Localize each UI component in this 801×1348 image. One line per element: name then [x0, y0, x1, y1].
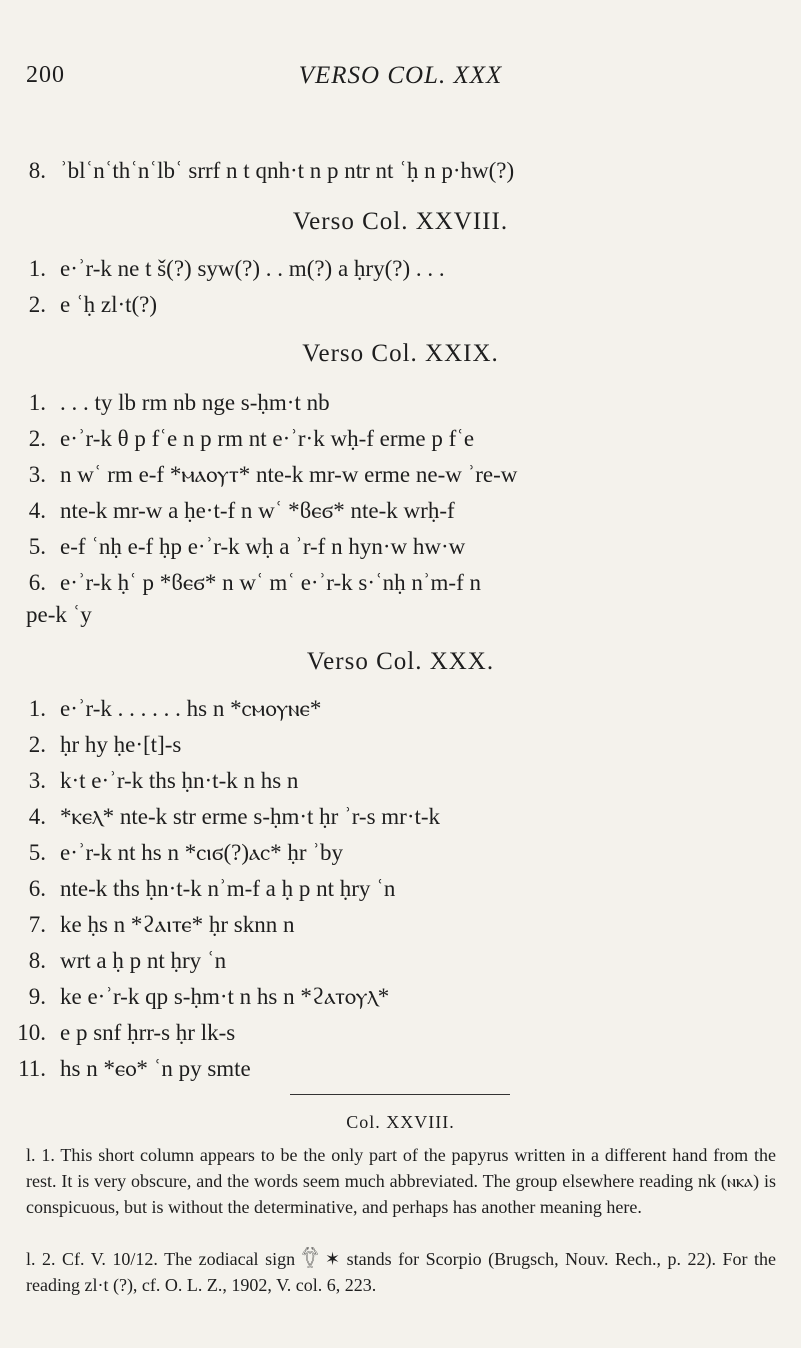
line-text: ke e·ʾr-k qp s-ḥm·t n hs n *ϩⲁⲧⲟⲩⲗ*: [60, 984, 390, 1009]
line-text: e·ʾr-k . . . . . . hs n *ⲥⲙⲟⲩⲛⲉ*: [60, 696, 322, 721]
line-text: e-f ʿnḥ e-f ḥp e·ʾr-k wḥ a ʾr-f n hyn·w hw·w: [60, 534, 466, 559]
line-text: e·ʾr-k θ p fʿe n p rm nt e·ʾr·k wḥ-f erme p fʿe: [60, 426, 475, 451]
footnote-divider: [290, 1094, 510, 1095]
line-text: e p snf ḥrr-s ḥr lk-s: [60, 1020, 236, 1045]
line-number: 2.: [28, 426, 46, 451]
line-number: 5.: [28, 534, 46, 559]
line-text: ke ḥs n *ϩⲁⲓⲧⲉ* ḥr sknn n: [60, 912, 295, 937]
line-number: 4.: [28, 804, 46, 829]
line-text: e ʿḥ zl·t(?): [60, 292, 158, 317]
line-number: 2.: [28, 292, 46, 317]
line-text: hs n *ⲉⲟ* ʿn py smte: [60, 1056, 251, 1081]
line-number: 1.: [28, 696, 46, 721]
line-text: e·ʾr-k ne t š(?) syw(?) . . m(?) a ḥry(?) . . .: [60, 256, 445, 281]
line-text: wrt a ḥ p nt ḥry ʿn: [60, 948, 227, 973]
line-text: k·t e·ʾr-k ths ḥn·t-k n hs n: [60, 768, 299, 793]
line-number: 11.: [18, 1056, 46, 1081]
section-heading: Verso Col. XXVIII.: [292, 208, 509, 235]
line-number: 10.: [17, 1020, 46, 1045]
line-number: 8.: [28, 158, 46, 183]
line-text: n wʿ rm e-f *ⲙⲁⲟⲩⲧ* nte-k mr-w erme ne-w ʾre-w: [60, 462, 518, 487]
footnote: l. 2. Cf. V. 10/12. The zodiacal sign 𓆫 ✶ stands for Scorpio (Brugsch, Nouv. Rech., p. 22). For the reading zl·t (?), cf. O. L. Z., 1902, V. col. 6, 223.: [26, 1249, 776, 1295]
line-number: 6.: [28, 876, 46, 901]
line-number: 1.: [28, 390, 46, 415]
page-header: [0, 62, 801, 102]
line-number: 6.: [28, 570, 46, 595]
section-heading: Verso Col. XXX.: [306, 648, 495, 675]
line-text: ʾblʿnʿthʿnʿlbʿ srrf n t qnh·t n p ntr nt ʿḥ n p·hw(?): [60, 158, 515, 183]
section-heading: Verso Col. XXIX.: [302, 340, 499, 367]
line-number: 5.: [28, 840, 46, 865]
line-number: 4.: [28, 498, 46, 523]
line-number: 1.: [28, 256, 46, 281]
line-number: 3.: [28, 768, 46, 793]
footnote: l. 1. This short column appears to be the only part of the papyrus written in a different hand from the rest. It is very obscure, and the words seem much abbreviated. The group elsewhere reading nk (ⲛⲕⲁ) is conspicuous, but is without the determinative, and perhaps has another meaning here.: [26, 1145, 776, 1217]
line-text: ḥr hy ḥe·[t]-s: [60, 732, 182, 757]
line-number: 2.: [28, 732, 46, 757]
notes-heading: Col. XXVIII.: [346, 1112, 455, 1132]
line-number: 8.: [28, 948, 46, 973]
page-number: 200: [26, 62, 65, 88]
line-text: *ⲕⲉⲗ* nte-k str erme s-ḥm·t ḥr ʾr-s mr·t-k: [60, 804, 441, 829]
line-text: nte-k mr-w a ḥe·t-f n wʿ *ϐⲉϭ* nte-k wrḥ-f: [60, 498, 455, 523]
line-number: 3.: [28, 462, 46, 487]
line-text: nte-k ths ḥn·t-k nʾm-f a ḥ p nt ḥry ʿn: [60, 876, 396, 901]
line-number: 7.: [28, 912, 46, 937]
line-text: e·ʾr-k ḥʿ p *ϐⲉϭ* n wʿ mʿ e·ʾr-k s·ʿnḥ nʾm-f n: [60, 570, 482, 595]
line-number: 9.: [28, 984, 46, 1009]
line-text: . . . ty lb rm nb nge s-ḥm·t nb: [60, 390, 330, 415]
line-text: e·ʾr-k nt hs n *ⲥⲓϭ(?)ⲁⲥ* ḥr ʾby: [60, 840, 344, 865]
line-continuation: pe-k ʿy: [26, 602, 92, 627]
running-title: VERSO COL. XXX: [298, 62, 503, 89]
